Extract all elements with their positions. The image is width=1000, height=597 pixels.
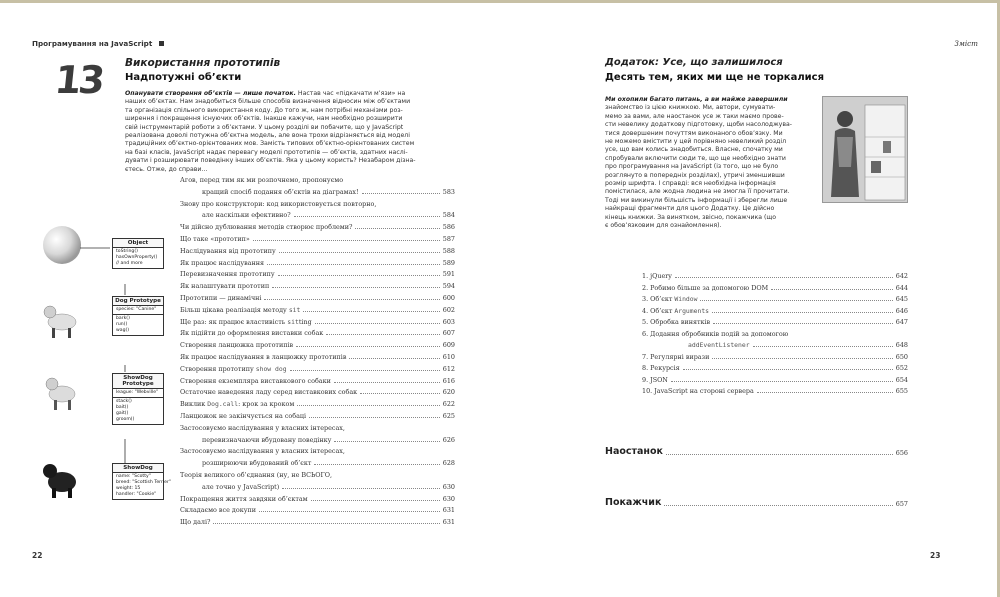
toc-entry-page: 622 [442, 400, 455, 409]
toc-entry-title: Застосовуємо наслідування у власних інтересах, [180, 423, 345, 432]
toc-entry [202, 436, 455, 444]
intro-line: кінець книжки. За винятком, звісно, покажчика (що [605, 213, 777, 221]
intro-line: є обов’язковим для ознайомлення). [605, 222, 722, 230]
toc-entry-page: 644 [895, 283, 908, 292]
toc-entry [202, 211, 455, 219]
toc-entry-page: 602 [442, 305, 455, 314]
toc-entry-page: 610 [442, 353, 455, 361]
uml-method: stack() [116, 399, 132, 404]
toc-entry [202, 459, 455, 467]
uml-method: hasOwnProperty() [116, 255, 158, 260]
toc-entry [180, 471, 455, 479]
intro-line: та організація спільного використання коду. До того ж, нам потрібні механізми роз- [125, 106, 403, 114]
dot-leader [272, 287, 440, 288]
object-uml-box [112, 238, 164, 269]
appendix-title: Додаток: Усе, що залишилося [605, 57, 783, 68]
toc-entry [180, 400, 455, 408]
dot-leader [700, 300, 892, 301]
toc-entry-title: 7. Регулярні вирази [642, 352, 710, 361]
toc-entry [202, 483, 455, 491]
toc-entry [642, 387, 908, 395]
toc-entry-title: Створення екземпляра виставкового собаки [180, 376, 331, 385]
toc-entry [202, 188, 455, 196]
right-toc [642, 272, 908, 422]
toc-entry-title: Створення ланцюжка прототипів [180, 341, 294, 350]
toc-entry-page: 655 [895, 387, 908, 395]
robot-dog-illustration [44, 306, 76, 338]
dot-leader [296, 346, 440, 347]
uml-title: ShowDog Prototype [113, 374, 163, 389]
toc-entry [180, 341, 455, 349]
index-page: 657 [895, 500, 908, 508]
toc-entry-title: 5. Обробка винятків [642, 318, 711, 326]
running-head-text: Програмування на JavaScript [32, 39, 153, 48]
dot-leader [279, 252, 440, 253]
toc-entry [180, 259, 455, 267]
toc-entry-title: Наслідування від прототипу [180, 246, 276, 255]
finale-page: 656 [895, 449, 908, 457]
square-bullet-icon [159, 41, 164, 46]
finale-entry [605, 446, 908, 457]
intro-line: мемо за вами, але наостанок усе ж таки маємо прове- [605, 112, 784, 120]
toc-entry-page: 626 [442, 435, 455, 444]
uml-method: run() [116, 322, 128, 327]
toc-entry [180, 447, 455, 455]
intro-line: сти невелику додаткову підготовку, щоби насолоджува- [605, 121, 792, 129]
intro-line: дувати і розширювати поведінку інших об’єктів. Яка у цьому користь? Незабаром дізна- [125, 157, 416, 165]
showdog-uml-box [112, 463, 171, 500]
toc-entry [642, 307, 908, 315]
dot-leader [757, 392, 893, 393]
dot-leader [294, 216, 440, 217]
intro-line: тися довершеним почуттям виконаного обов’язку. Ми [605, 129, 783, 137]
toc-entry-title: Прототипи — динамічні [180, 294, 262, 302]
dot-leader [303, 311, 439, 312]
toc-entry-title: 8. Рекурсія [642, 364, 680, 372]
dot-leader [671, 381, 893, 382]
toc-entry-page: 642 [895, 272, 908, 280]
toc-entry-page: 654 [895, 375, 908, 384]
toc-entry-page: 603 [442, 317, 455, 326]
dot-leader [267, 264, 440, 265]
toc-entry-title: але точно у JavaScript) [202, 482, 280, 491]
toc-entry [180, 247, 455, 255]
toc-entry [180, 176, 455, 184]
dot-leader [713, 323, 893, 324]
toc-entry-page: 600 [442, 294, 455, 302]
sphere-illustration [43, 226, 81, 264]
intro-lead: Ми охопили багато питань, а ви майже завершили [605, 96, 788, 103]
toc-entry-page: 612 [442, 364, 455, 373]
dot-leader [360, 393, 440, 394]
dot-leader [326, 334, 440, 335]
toc-entry [642, 376, 908, 384]
toc-entry-title: Чи дійсно дублювання методів створює проблеми? [180, 223, 353, 232]
left-toc [180, 176, 455, 546]
toc-entry [642, 330, 908, 338]
toc-entry-title: Покращення життя завдяки об’єктам [180, 494, 308, 503]
uml-method: groom() [116, 417, 135, 422]
dot-leader [683, 369, 893, 370]
dot-leader [675, 277, 893, 278]
toc-entry-title: Перевизначення прототипу [180, 270, 275, 279]
toc-entry-page: 648 [895, 341, 908, 349]
toc-entry-title: Як налаштувати прототип [180, 282, 270, 291]
toc-entry-title: кращий спосіб подання об’єктів на діаграмах! [202, 187, 359, 196]
page-number-left: 22 [32, 551, 43, 560]
toc-entry-title: Агов, перед тим як ми розпочнемо, пропонуємо [180, 176, 344, 184]
toc-entry [180, 318, 455, 326]
dot-leader [309, 417, 440, 418]
running-head-left [32, 39, 164, 48]
chapter-title: Використання прототипів [125, 57, 281, 69]
toc-entry-page: 628 [442, 459, 455, 468]
uml-method: toString() [116, 249, 138, 254]
intro-line: про програмування на JavaScript (із того, що не було [605, 163, 779, 171]
intro-line: реалізована доволі потужна об’єктна модель, але вона трохи відрізняється від моделі [125, 132, 410, 140]
toc-entry-title: Що далі? [180, 518, 211, 527]
uml-property: breed: "Scottish Terrier" [116, 480, 171, 485]
toc-entry [642, 364, 908, 372]
toc-entry [180, 200, 455, 208]
toc-entry-title: 10. JavaScript на стороні сервера [642, 387, 754, 395]
toc-entry-page: 616 [442, 376, 455, 385]
toc-entry-title: Застосовуємо наслідування у власних інтересах, [180, 447, 345, 456]
toc-entry-page: 609 [442, 341, 455, 350]
dot-leader [259, 511, 440, 512]
intro-line: свій інструментарій роботи з об’єктами. У цьому розділі ви побачите, що у JavaScript [125, 123, 404, 131]
toc-entry-page: 591 [442, 270, 455, 279]
toc-entry [642, 272, 908, 280]
uml-property: species: "Canine" [116, 307, 157, 312]
dot-leader [314, 464, 439, 465]
toc-entry-title: перевизначаючи вбудовану поведінку [202, 435, 332, 444]
intro-line: ширення і покращення існуючих об’єктів. Інакше кажучи, нам необхідно розширити [125, 115, 403, 123]
vintage-refrigerator-photo [822, 96, 908, 203]
toc-entry-title: 9. JSON [642, 375, 668, 384]
terrier-dog-illustration [43, 464, 76, 498]
toc-entry-title: 6. Додання обробників подій за допомогою [642, 329, 789, 338]
toc-entry [180, 506, 455, 514]
toc-entry-page: 647 [895, 318, 908, 326]
uml-property: name: "Scotty" [116, 474, 151, 479]
dot-leader [315, 323, 440, 324]
toc-entry [180, 306, 455, 314]
toc-entry-page: 631 [442, 506, 455, 515]
toc-entry-title: але наскільки ефективно? [202, 211, 291, 220]
toc-entry-title: 4. Об’єкт Arguments [642, 306, 710, 315]
dot-leader [362, 193, 440, 194]
toc-entry [180, 270, 455, 278]
toc-entry-title: 2. Робимо більше за допомогою DOM [642, 283, 769, 292]
dot-leader [771, 289, 893, 290]
toc-entry [642, 353, 908, 361]
toc-entry-title: Створення прототипу show dog [180, 364, 287, 373]
toc-entry-page: 589 [442, 258, 455, 267]
toc-entry-page: 588 [442, 246, 455, 255]
toc-entry-page: 652 [895, 364, 908, 372]
toc-entry-title: Виклик Dog.call: крок за кроком [180, 400, 295, 409]
uml-method: // and more [116, 261, 143, 266]
toc-entry [642, 295, 908, 303]
index-title: Покажчик [605, 497, 662, 508]
dot-leader [355, 228, 439, 229]
uml-property: weight: 15 [116, 486, 141, 491]
intro-line: на базі класів, JavaScript надає перевагу моделі прототипів — об’єктів, здатних наслі- [125, 148, 408, 156]
intro-line: традиційних об’єктно-орієнтованих мов. Замість типових об’єктно-орієнтованих систем [125, 140, 415, 148]
intro-line: найкращі фрагменти для цього Додатку. Це дійсно [605, 205, 775, 213]
dot-leader [334, 382, 440, 383]
dot-leader [264, 299, 439, 300]
toc-entry-title: Ланцюжок не закінчується на собаці [180, 412, 307, 420]
toc-entry [180, 294, 455, 302]
appendix-subtitle: Десять тем, яких ми ще не торкалися [605, 72, 825, 83]
dot-leader [282, 488, 440, 489]
dot-leader [753, 346, 893, 347]
toc-entry-title: Як працює наслідування [180, 258, 265, 267]
toc-entry-title: Ще раз: як працює властивість sitting [180, 317, 312, 326]
toc-entry [180, 518, 455, 526]
uml-property: league: "Webville" [116, 390, 159, 395]
toc-entry-title: Більш цікава реалізація методу sit [180, 305, 301, 314]
uml-property: handler: "Cookie" [116, 492, 157, 497]
index-entry [605, 497, 908, 508]
dot-leader [334, 441, 439, 442]
toc-entry [180, 235, 455, 243]
toc-entry-page: 625 [442, 412, 455, 420]
chapter-subtitle: Надпотужні об’єкти [125, 72, 242, 83]
dot-leader [297, 405, 440, 406]
toc-entry-title: Що таке «прототип» [180, 235, 250, 243]
uml-title: Dog Prototype [113, 297, 163, 306]
toc-entry [180, 223, 455, 231]
intro-line: помістилася, але жодна людина не змогла її прочитати. [605, 188, 790, 196]
appendix-intro [605, 96, 815, 231]
toc-entry-page: 607 [442, 329, 455, 338]
toc-entry-title: Остаточне наведення ладу серед виставкових собак [180, 388, 358, 397]
toc-entry-title: Знову про конструктори: код використовується повторно, [180, 199, 377, 208]
toc-entry [642, 284, 908, 292]
toc-entry [180, 424, 455, 432]
intro-line: розмір шрифта. І справді: вся необхідна інформація [605, 180, 776, 188]
intro-line: наших об’єктах. Нам знадобиться більше способів визначення відносин між об’єктами [125, 98, 411, 106]
toc-entry-page: 587 [442, 235, 455, 243]
uml-method: bait() [116, 405, 129, 410]
toc-entry-page: 594 [442, 282, 455, 291]
chapter-intro [125, 90, 455, 174]
showdog-prototype-uml-box [112, 373, 164, 425]
page-number-right: 23 [930, 551, 941, 560]
toc-entry-page: 630 [442, 482, 455, 491]
chapter-number: 13 [52, 58, 105, 102]
toc-entry-page: 583 [442, 187, 455, 196]
running-head-right: Зміст [954, 39, 978, 48]
dot-leader [290, 370, 440, 371]
dog-prototype-uml-box [112, 296, 164, 336]
intro-line: знайомство із цією книжкою. Ми, автори, сумувати- [605, 104, 776, 112]
toc-entry-title: 3. Об’єкт Window [642, 295, 698, 303]
toc-entry [180, 329, 455, 337]
dot-leader [712, 312, 893, 313]
toc-entry [180, 282, 455, 290]
intro-lead: Опанувати створення об’єктів — лише початок. [125, 90, 296, 97]
toc-entry-title: Теорія великого об’єднання (ну, не ВСЬОГО, [180, 471, 333, 479]
toc-entry [180, 388, 455, 396]
dot-leader [213, 523, 439, 524]
dot-leader [349, 358, 439, 359]
dot-leader [311, 500, 440, 501]
toc-entry-page: 650 [895, 352, 908, 361]
intro-line: єтесь. Отже, до справи… [125, 165, 208, 173]
toc-entry-title: розширюючи вбудований об’єкт [202, 459, 312, 468]
toc-entry [180, 377, 455, 385]
toc-entry-page: 620 [442, 388, 455, 397]
toc-entry-title: addEventListener [688, 341, 750, 349]
intro-line: спробували включити сюди те, що ще необхідно знати [605, 154, 786, 162]
toc-entry-page: 645 [895, 295, 908, 303]
toc-entry-title: Складаємо все докупи [180, 506, 256, 515]
toc-entry-title: 1. jQuery [642, 272, 672, 280]
uml-title: Object [113, 239, 163, 248]
toc-entry [642, 318, 908, 326]
intro-line: розглянуто в попередніх розділах), утричі зменшивши [605, 171, 785, 179]
toc-entry [180, 353, 455, 361]
intro-line: усе, що вам колись знадобиться. Власне, спочатку ми [605, 146, 783, 154]
finale-title: Наостанок [605, 446, 663, 457]
toc-entry-page: 584 [442, 211, 455, 220]
dot-leader [253, 240, 440, 241]
toc-entry-title: Як підійти до оформлення виставки собак [180, 329, 324, 338]
toc-entry-page: 630 [442, 494, 455, 503]
toc-entry [180, 365, 455, 373]
uml-method: bark() [116, 316, 130, 321]
refrigerator-woman-illustration [823, 97, 908, 203]
uml-method: wag() [116, 328, 130, 333]
intro-line: Настав час «підкачати м’язи» на [297, 90, 406, 97]
toc-entry-page: 646 [895, 306, 908, 315]
dot-leader [712, 358, 892, 359]
intro-line: не можемо вмістити у цей порівняно невеликий розділ [605, 138, 787, 146]
toc-entry [180, 495, 455, 503]
intro-line: Тоді ми викинули більшість інформації і зберегли лише [605, 196, 788, 204]
toc-entry [688, 341, 908, 349]
dot-leader [278, 275, 440, 276]
dot-leader [666, 454, 893, 455]
toc-entry-page: 631 [442, 518, 455, 527]
toc-entry [180, 412, 455, 420]
robot-dog-illustration [46, 378, 75, 410]
toc-entry-page: 586 [442, 223, 455, 232]
uml-method: gait() [116, 411, 129, 416]
dot-leader [664, 505, 892, 506]
uml-title: ShowDog [113, 464, 163, 473]
toc-entry-title: Як працює наслідування в ланцюжку прототипів [180, 353, 347, 361]
